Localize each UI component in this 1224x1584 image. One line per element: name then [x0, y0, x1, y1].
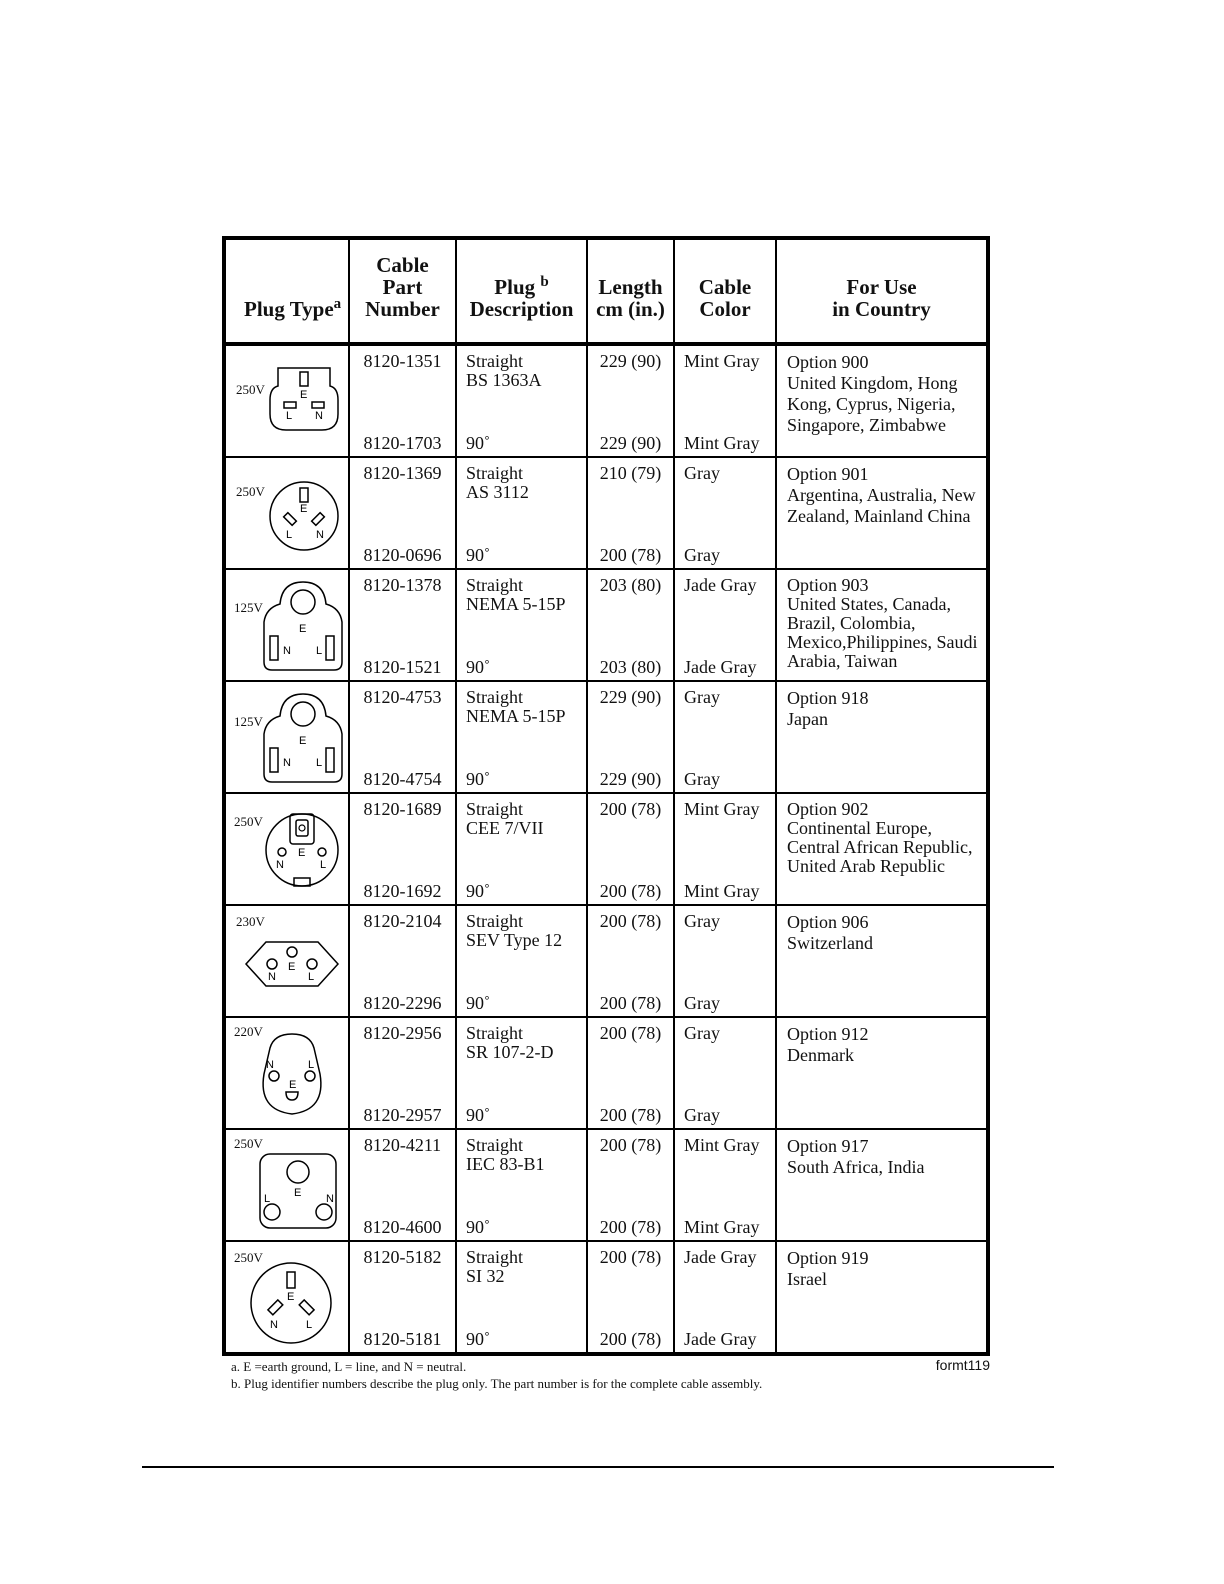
- desc-straight: Straight: [466, 911, 523, 931]
- length-90: 200 (78): [599, 881, 662, 901]
- svg-text:N: N: [268, 971, 276, 983]
- nema-5-15p-plug-icon: [260, 578, 346, 674]
- color-90: Mint Gray: [684, 881, 760, 901]
- nema-5-15p-japan-plug-icon: [260, 690, 346, 786]
- part-number-straight: 8120-1378: [363, 575, 442, 595]
- cable-color-cell: [674, 681, 776, 793]
- description-cell: [456, 457, 587, 569]
- description-cell: [456, 1129, 587, 1241]
- voltage-label: 250V: [234, 814, 263, 829]
- cable-color-cell: [674, 457, 776, 569]
- voltage-label: 125V: [234, 600, 263, 615]
- plug-type-cell: [224, 905, 349, 1017]
- country-cell: [776, 681, 988, 793]
- part-number-straight: 8120-1369: [363, 463, 442, 483]
- header-cable-color: Cable Color: [674, 238, 776, 344]
- color-straight: Mint Gray: [684, 351, 760, 371]
- length-90: 200 (78): [599, 993, 662, 1013]
- part-number-straight: 8120-4753: [363, 687, 442, 707]
- color-straight: Gray: [684, 687, 720, 707]
- length-straight: 210 (79): [599, 463, 662, 483]
- color-straight: Mint Gray: [684, 1135, 760, 1155]
- svg-text:N: N: [283, 757, 291, 769]
- desc-90: 90˚: [466, 657, 490, 677]
- length-straight: 200 (78): [599, 1023, 662, 1043]
- desc-standard: IEC 83-B1: [466, 1154, 545, 1174]
- as3112-plug-icon: [266, 478, 342, 554]
- length-90: 200 (78): [599, 1329, 662, 1349]
- header-plug-type: Plug Type$^a$: [224, 238, 349, 344]
- part-number-straight: 8120-2956: [363, 1023, 442, 1043]
- color-straight: Gray: [684, 463, 720, 483]
- country-cell: [776, 457, 988, 569]
- desc-90: 90˚: [466, 545, 490, 565]
- si-32-plug-icon: [248, 1260, 334, 1346]
- table-row: [224, 1129, 988, 1241]
- color-90: Mint Gray: [684, 433, 760, 453]
- country-cell: [776, 793, 988, 905]
- cable-color-cell: [674, 793, 776, 905]
- length-cell: [587, 793, 674, 905]
- part-number-90: 8120-1692: [363, 881, 442, 901]
- desc-90: 90˚: [466, 993, 490, 1013]
- length-straight: 229 (90): [599, 687, 662, 707]
- description-cell: [456, 793, 587, 905]
- svg-text:E: E: [287, 1291, 295, 1303]
- svg-text:L: L: [320, 859, 327, 871]
- part-number-straight: 8120-2104: [363, 911, 442, 931]
- option-number: Option 903: [787, 575, 869, 595]
- svg-text:E: E: [300, 389, 308, 401]
- table-header-row: [224, 238, 988, 344]
- desc-standard: SR 107-2-D: [466, 1042, 554, 1062]
- option-number: Option 906: [787, 912, 869, 932]
- cee-7-vii-plug-icon: [262, 808, 342, 892]
- cable-color-cell: [674, 905, 776, 1017]
- desc-standard: SEV Type 12: [466, 930, 563, 950]
- voltage-label: 230V: [236, 914, 265, 929]
- part-number-cell: [349, 457, 456, 569]
- length-straight: 200 (78): [599, 1247, 662, 1267]
- country-cell: [776, 1241, 988, 1354]
- desc-90: 90˚: [466, 881, 490, 901]
- part-number-90: 8120-5181: [363, 1329, 442, 1349]
- svg-text:N: N: [316, 529, 324, 541]
- length-90: 229 (90): [599, 769, 662, 789]
- description-cell: [456, 344, 587, 457]
- country-cell: [776, 344, 988, 457]
- svg-text:N: N: [315, 410, 323, 422]
- country-list: Denmark: [787, 1045, 854, 1065]
- cable-color-cell: [674, 1017, 776, 1129]
- plug-type-cell: [224, 1017, 349, 1129]
- part-number-straight: 8120-4211: [363, 1135, 442, 1155]
- svg-text:N: N: [270, 1319, 278, 1331]
- description-cell: [456, 1017, 587, 1129]
- sev-type-12-plug-icon: [242, 936, 342, 992]
- part-number-90: 8120-0696: [363, 545, 442, 565]
- figure-id: formt119: [935, 1357, 990, 1373]
- country-list: Continental Europe, Central African Republic, United Arab Republic: [787, 818, 973, 876]
- table-row: [224, 1241, 988, 1354]
- header-for-use-in-country: For Use in Country: [776, 238, 988, 344]
- desc-straight: Straight: [466, 1135, 523, 1155]
- table-row: [224, 681, 988, 793]
- svg-text:E: E: [289, 1079, 297, 1091]
- desc-90: 90˚: [466, 433, 490, 453]
- part-number-straight: 8120-1351: [363, 351, 442, 371]
- power-cord-table: [222, 236, 990, 1356]
- color-90: Jade Gray: [684, 657, 757, 677]
- svg-text:E: E: [299, 735, 307, 747]
- option-number: Option 902: [787, 799, 869, 819]
- part-number-90: 8120-2296: [363, 993, 442, 1013]
- length-straight: 200 (78): [599, 1135, 662, 1155]
- part-number-cell: [349, 1017, 456, 1129]
- desc-straight: Straight: [466, 799, 523, 819]
- header-cable-part-number: Cable Part Number: [349, 238, 456, 344]
- bs1363-plug-icon: [264, 356, 344, 436]
- cable-color-cell: [674, 1129, 776, 1241]
- country-cell: [776, 569, 988, 681]
- desc-standard: NEMA 5-15P: [466, 594, 566, 614]
- length-90: 200 (78): [599, 1105, 662, 1125]
- part-number-straight: 8120-1689: [363, 799, 442, 819]
- desc-90: 90˚: [466, 1217, 490, 1237]
- voltage-label: 250V: [234, 1136, 263, 1151]
- color-straight: Jade Gray: [684, 1247, 757, 1267]
- footnotes: [231, 1358, 991, 1392]
- country-cell: [776, 1129, 988, 1241]
- part-number-cell: [349, 1129, 456, 1241]
- svg-text:N: N: [276, 859, 284, 871]
- description-cell: [456, 681, 587, 793]
- svg-text:N: N: [266, 1059, 274, 1071]
- desc-straight: Straight: [466, 687, 523, 707]
- part-number-cell: [349, 1241, 456, 1354]
- length-straight: 229 (90): [599, 351, 662, 371]
- option-number: Option 900: [787, 352, 869, 372]
- plug-type-cell: [224, 457, 349, 569]
- country-cell: [776, 1017, 988, 1129]
- svg-text:E: E: [298, 847, 306, 859]
- plug-type-cell: [224, 569, 349, 681]
- svg-text:L: L: [286, 410, 293, 422]
- country-list: United Kingdom, Hong Kong, Cyprus, Nigeria, Singapore, Zimbabwe: [787, 373, 958, 435]
- country-list: United States, Canada, Brazil, Colombia, Mexico,Philippines, Saudi Arabia, Taiwan: [787, 594, 978, 671]
- length-cell: [587, 1241, 674, 1354]
- svg-text:L: L: [264, 1193, 271, 1205]
- length-straight: 200 (78): [599, 911, 662, 931]
- svg-text:E: E: [294, 1187, 302, 1199]
- table-row: [224, 569, 988, 681]
- table-row: [224, 905, 988, 1017]
- svg-text:L: L: [316, 645, 323, 657]
- voltage-label: 250V: [236, 382, 265, 397]
- length-straight: 203 (80): [599, 575, 662, 595]
- desc-straight: Straight: [466, 351, 523, 371]
- header-length: Length cm (in.): [587, 238, 674, 344]
- color-90: Gray: [684, 545, 720, 565]
- voltage-label: 250V: [236, 484, 265, 499]
- desc-straight: Straight: [466, 463, 523, 483]
- part-number-cell: [349, 793, 456, 905]
- desc-straight: Straight: [466, 1247, 523, 1267]
- length-90: 229 (90): [599, 433, 662, 453]
- part-number-straight: 8120-5182: [363, 1247, 442, 1267]
- option-number: Option 918: [787, 688, 869, 708]
- footnote-b: b. Plug identifier numbers describe the plug only. The part number is for the complete cable assembly.: [231, 1376, 763, 1391]
- length-cell: [587, 1017, 674, 1129]
- desc-90: 90˚: [466, 1329, 490, 1349]
- plug-type-cell: [224, 681, 349, 793]
- length-straight: 200 (78): [599, 799, 662, 819]
- country-list: Argentina, Australia, New Zealand, Mainland China: [787, 485, 976, 526]
- desc-90: 90˚: [466, 769, 490, 789]
- part-number-90: 8120-2957: [363, 1105, 442, 1125]
- table-row: [224, 344, 988, 457]
- part-number-cell: [349, 344, 456, 457]
- length-90: 200 (78): [599, 1217, 662, 1237]
- header-plug-description: Plug $^b$ Description: [456, 238, 587, 344]
- plug-type-cell: [224, 793, 349, 905]
- description-cell: [456, 1241, 587, 1354]
- table-row: [224, 457, 988, 569]
- part-number-cell: [349, 569, 456, 681]
- length-90: 200 (78): [599, 545, 662, 565]
- desc-90: 90˚: [466, 1105, 490, 1125]
- part-number-cell: [349, 681, 456, 793]
- part-number-90: 8120-1521: [363, 657, 442, 677]
- footnote-a: a. E =earth ground, L = line, and N = neutral.: [231, 1359, 467, 1374]
- part-number-cell: [349, 905, 456, 1017]
- color-straight: Gray: [684, 1023, 720, 1043]
- part-number-90: 8120-4600: [363, 1217, 442, 1237]
- cable-color-cell: [674, 569, 776, 681]
- plug-type-cell: [224, 1129, 349, 1241]
- option-number: Option 901: [787, 464, 869, 484]
- cable-color-cell: [674, 344, 776, 457]
- length-cell: [587, 905, 674, 1017]
- svg-text:L: L: [306, 1319, 313, 1331]
- color-90: Gray: [684, 769, 720, 789]
- color-90: Mint Gray: [684, 1217, 760, 1237]
- color-straight: Gray: [684, 911, 720, 931]
- desc-standard: BS 1363A: [466, 370, 542, 390]
- table-row: [224, 1017, 988, 1129]
- plug-type-cell: [224, 1241, 349, 1354]
- desc-straight: Straight: [466, 575, 523, 595]
- svg-text:E: E: [288, 961, 296, 973]
- length-cell: [587, 344, 674, 457]
- sr-107-2-d-plug-icon: [256, 1030, 328, 1118]
- voltage-label: 220V: [234, 1024, 263, 1039]
- length-cell: [587, 569, 674, 681]
- svg-text:L: L: [286, 529, 293, 541]
- plug-type-cell: [224, 344, 349, 457]
- color-90: Jade Gray: [684, 1329, 757, 1349]
- svg-text:N: N: [326, 1193, 334, 1205]
- svg-text:L: L: [308, 971, 315, 983]
- color-straight: Jade Gray: [684, 575, 757, 595]
- country-list: South Africa, India: [787, 1157, 925, 1177]
- option-number: Option 917: [787, 1136, 869, 1156]
- svg-text:N: N: [283, 645, 291, 657]
- option-number: Option 912: [787, 1024, 869, 1044]
- country-list: Switzerland: [787, 933, 873, 953]
- country-cell: [776, 905, 988, 1017]
- color-straight: Mint Gray: [684, 799, 760, 819]
- country-list: Israel: [787, 1269, 827, 1289]
- length-cell: [587, 457, 674, 569]
- part-number-90: 8120-4754: [363, 769, 442, 789]
- voltage-label: 125V: [234, 714, 263, 729]
- color-90: Gray: [684, 993, 720, 1013]
- page-footer-rule: [142, 1466, 1054, 1468]
- description-cell: [456, 905, 587, 1017]
- svg-text:E: E: [299, 623, 307, 635]
- length-cell: [587, 681, 674, 793]
- desc-standard: CEE 7/VII: [466, 818, 544, 838]
- desc-standard: NEMA 5-15P: [466, 706, 566, 726]
- desc-straight: Straight: [466, 1023, 523, 1043]
- color-90: Gray: [684, 1105, 720, 1125]
- table-row: [224, 793, 988, 905]
- part-number-90: 8120-1703: [363, 433, 442, 453]
- iec-83-b1-plug-icon: [256, 1150, 340, 1232]
- cable-color-cell: [674, 1241, 776, 1354]
- svg-text:L: L: [308, 1059, 315, 1071]
- option-number: Option 919: [787, 1248, 869, 1268]
- desc-standard: AS 3112: [466, 482, 529, 502]
- country-list: Japan: [787, 709, 828, 729]
- desc-standard: SI 32: [466, 1266, 505, 1286]
- length-cell: [587, 1129, 674, 1241]
- description-cell: [456, 569, 587, 681]
- svg-text:E: E: [300, 503, 308, 515]
- voltage-label: 250V: [234, 1250, 263, 1265]
- length-90: 203 (80): [599, 657, 662, 677]
- svg-text:L: L: [316, 757, 323, 769]
